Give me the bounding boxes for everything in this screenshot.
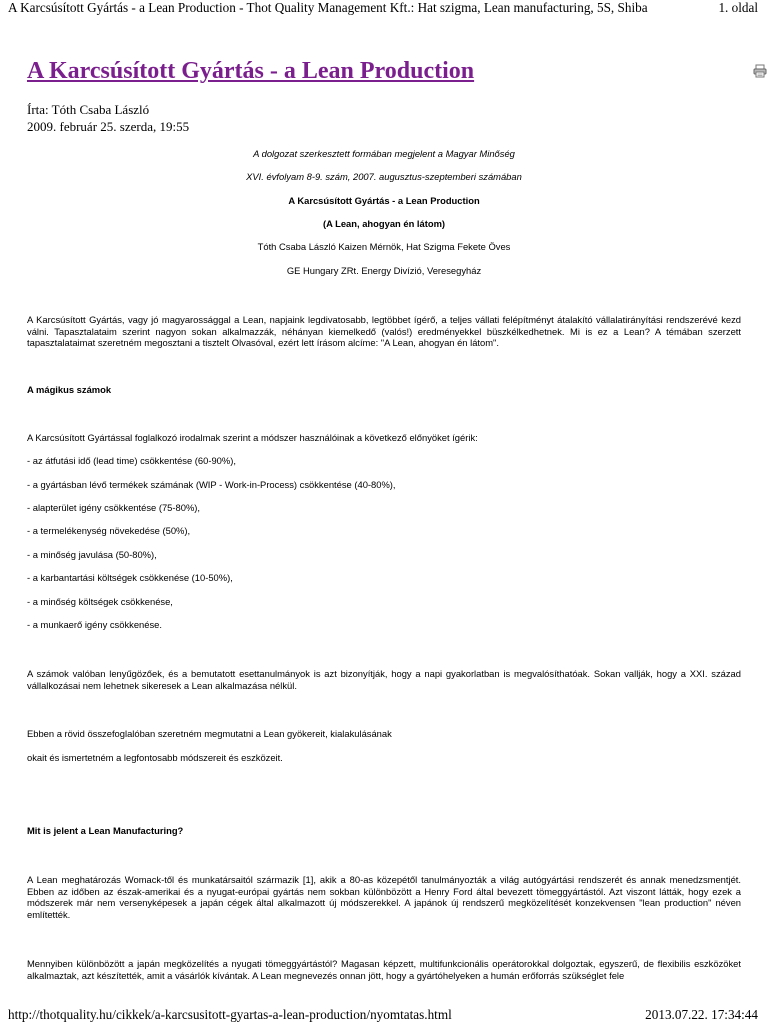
footer-url: http://thotquality.hu/cikkek/a-karcsusitott-gyartas-a-lean-production/nyomtatas.html	[8, 1007, 452, 1022]
article-author: Írta: Tóth Csaba László	[27, 102, 150, 117]
publication-line-2: XVI. évfolyam 8-9. szám, 2007. augusztus-szeptemberi számában	[246, 171, 522, 182]
summary-line-2: okait és ismertetném a legfontosabb módszereit és eszközeit.	[27, 752, 283, 763]
list-item: - a munkaerő igény csökkenése.	[27, 619, 162, 630]
list-item: - a minőség javulása (50-80%),	[27, 549, 157, 560]
printer-icon[interactable]	[753, 64, 767, 78]
list-item: - alapterület igény csökkentése (75-80%),	[27, 502, 201, 513]
list-item: - a gyártásban lévő termékek számának (WIP - Work-in-Process) csökkentése (40-80%),	[27, 479, 396, 490]
header-page-number: 1. oldal	[718, 0, 758, 15]
lean-definition-paragraph: A Lean meghatározás Womack-től és munkatársaitól származik [1], akik a 80-as közepétől tanulmányozták a világ autógyártási rendszerét és annak menedzsmentjét. Ebben az időben az észak-amerikai és a nyugat-európai gyártás nem sokban különbözött a Henry Ford által bevezett tömeggyártástól. Azt viszont látták, hogy ezek a módszerek már nem versenyképesek a japán cégek által alkalmazott új módszerekkel. A japánok új rendszerű megközelítését konzekvensen "lean production" néven említették.	[27, 874, 741, 920]
print-footer	[0, 1006, 768, 1024]
list-item: - a termelékenység növekedése (50%),	[27, 525, 191, 536]
list-intro: A Karcsúsított Gyártással foglalkozó irodalmak szerint a módszer használóinak a következő előnyöket ígérik:	[27, 432, 478, 443]
header-page-title: A Karcsúsított Gyártás - a Lean Production - Thot Quality Management Kft.: Hat szigma, Lean manufacturing, 5S, Shiba	[8, 0, 648, 15]
publication-line-1: A dolgozat szerkesztett formában megjelent a Magyar Minőség	[253, 148, 515, 159]
list-item: - a karbantartási költségek csökkenése (10-50%),	[27, 572, 233, 583]
publication-author: Tóth Csaba László Kaizen Mérnök, Hat Szigma Fekete Öves	[257, 241, 511, 252]
article-title-link[interactable]: A Karcsúsított Gyártás - a Lean Production	[27, 58, 475, 84]
numbers-paragraph: A számok valóban lenyűgözőek, és a bemutatott esettanulmányok is azt bizonyítják, hogy a napi gyakorlatban is megvalósíthatóak. Sokan vallják, hogy a XXI. század vállalkozásai nem lehetnek sikeresek a Lean alkalmazása nélkül.	[27, 668, 741, 691]
footer-datetime: 2013.07.22. 17:34:44	[645, 1007, 758, 1022]
list-item: - a minőség költségek csökkenése,	[27, 596, 173, 607]
publication-subtitle: (A Lean, ahogyan én látom)	[322, 218, 446, 229]
list-item: - az átfutási idő (lead time) csökkentése (60-90%),	[27, 455, 236, 466]
print-header	[0, 0, 768, 20]
japan-comparison-paragraph: Mennyiben különbözött a japán megközelítés a nyugati tömeggyártástól? Magasan képzett, multifunkcionális operátorokkal dolgoztak, egyszerű, de flexibilis eszközöket alkalmaztak, azt készítették, amit a vásárlók kívántak. A Lean megnevezés onnan jött, hogy a gyártóhelyeken a humán erőforrás szükséglet fele	[27, 958, 741, 981]
summary-line-1: Ebben a rövid összefoglalóban szeretném megmutatni a Lean gyökereit, kialakulásának	[27, 728, 392, 739]
intro-paragraph: A Karcsúsított Gyártás, vagy jó magyarossággal a Lean, napjaink legdivatosabb, legtöbbet ígérő, a teljes vállati felépítményt átalakító vállalatirányítási rendszerévé kezd válni. Tapasztalataim szerint nagyon sokan alkalmazzák, néhányan kiemelkedő (valós!) eredményekkel büszkélkedhetnek. Mi is ez a Lean? A témában szerzett tapasztalataimat szeretném megosztani a tisztelt Olvasóval, ezért lett írásom alcíme: "A Lean, ahogyan én látom".	[27, 314, 741, 348]
publication-org: GE Hungary ZRt. Energy Divízió, Veresegyház	[286, 265, 482, 276]
section-heading-lean-manufacturing: Mit is jelent a Lean Manufacturing?	[27, 825, 184, 836]
section-heading-magic-numbers: A mágikus számok	[27, 384, 112, 395]
article-date: 2009. február 25. szerda, 19:55	[27, 119, 190, 134]
publication-title: A Karcsúsított Gyártás - a Lean Production	[288, 195, 480, 206]
